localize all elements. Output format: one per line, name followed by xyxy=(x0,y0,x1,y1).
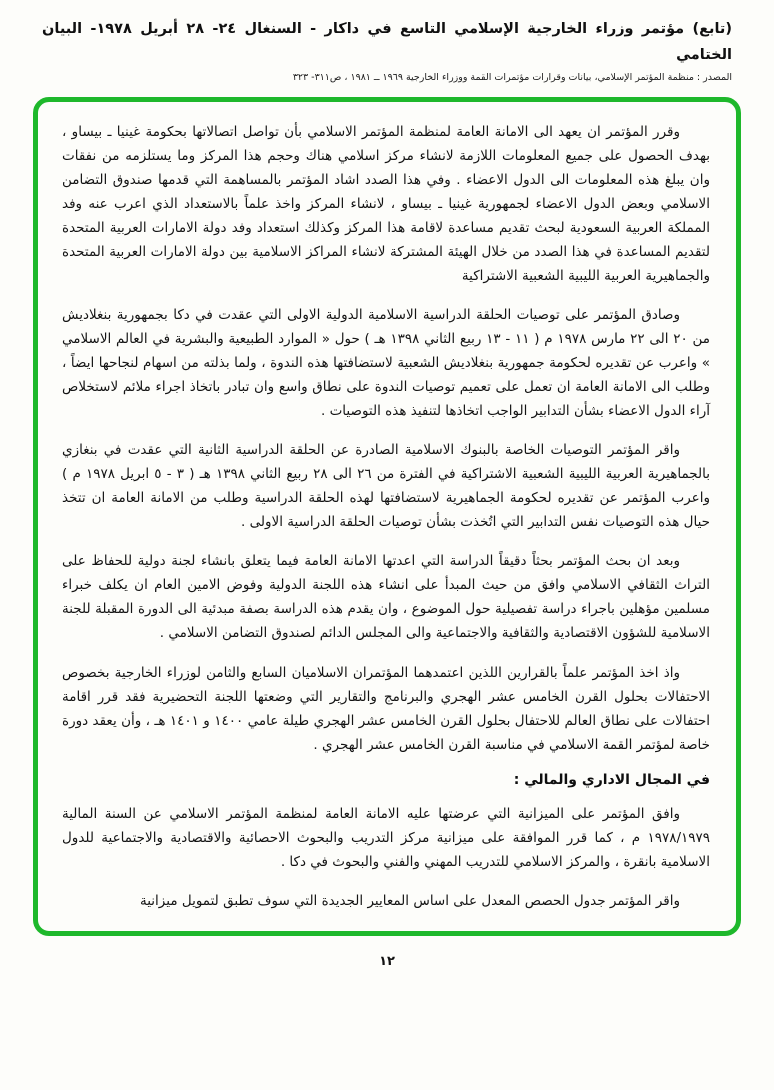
paragraph-cultural-heritage-committee: وبعد ان بحث المؤتمر بحثاً دقيقاً الدراسة التي اعدتها الامانة العامة فيما يتعلق بانشاء لجنة دولية للحفاظ على التراث الثقافي الاسلامي وافق من حيث المبدأ على انشاء هذه اللجنة الدولية وفوض الامين العام ان يكلف خبراء مسلمين مؤهلين باجراء دراسة تفصيلية حول الموضوع ، وان يقدم هذه الدراسة بصفة مبدئية الى الدورة المقبلة للجنة الاسلامية للشؤون الاقتصادية والثقافية والاجتماعية والى المجلس الدائم لصندوق التضامن الاسلامي . xyxy=(62,553,710,642)
paragraph-quota-schedule: واقر المؤتمر جدول الحصص المعدل على اساس المعايير الجديدة التي سوف تطبق لتمويل ميزانية xyxy=(139,892,680,909)
green-highlight-frame xyxy=(33,97,741,935)
page-footer xyxy=(0,936,774,983)
paragraph-islamic-banks-benghazi-seminar: واقر المؤتمر التوصيات الخاصة بالبنوك الاسلامية الصادرة عن الحلقة الدراسية الثانية التي عقدت في بنغازي بالجماهيرية العربية الليبية الشعبية الاشتراكية في الفترة من ٢٦ الى ٢٨ ربيع الثاني ١٣٩٨ هـ ( ٣ - ٥ ابريل ١٩٧٨ م ) واعرب المؤتمر عن تقديره لحكومة الجماهيرية لاستضافتها لهذه الحلقة الدراسية وطلب من الامانة العامة ان تتخذ حيال هذه التوصيات نفس التدابير التي اتُخذت بشأن توصيات الحلقة الدراسية الاولى . xyxy=(62,442,710,531)
document-title: (تابع) مؤتمر وزراء الخارجية الإسلامي التاسع في داكار - السنغال ٢٤- ٢٨ أبريل ١٩٧٨- البيان الختامي xyxy=(42,21,732,64)
paragraph-secretariat-guinea-bissau: وقرر المؤتمر ان يعهد الى الامانة العامة لمنظمة المؤتمر الاسلامي بأن تواصل اتصالاتها بحكومة غينيا ـ بيساو ، بهدف الحصول على جميع المعلومات اللازمة لانشاء مركز اسلامي هناك وحجم هذا المركز وما يستلزمه من نفقات وان يبلغ هذه المعلومات الى الدول الاعضاء . وفي هذا الصدد اشاد المؤتمر بالمساهمة التي قدمها صندوق التضامن الاسلامي وبعض الدول الاعضاء لجمهورية غينيا ـ بيساو ، لانشاء المركز واخذ علماً بالاستعداد الذي اعرب عنه وفد المملكة العربية السعودية لبحث تقديم مساعدة لاقامة هذا المركز وكذلك استعداد وفد دولة الامارات العربية المتحدة لتقديم المساعدة في هذا الصدد من خلال الهيئة المشتركة لانشاء المراكز الاسلامية بين دولة الامارات العربية المتحدة والجماهيرية العربية الليبية الشعبية الاشتراكية xyxy=(62,124,710,285)
source-citation: المصدر : منظمة المؤتمر الإسلامي، بيانات وقرارات مؤتمرات القمة ووزراء الخارجية ١٩٦٩ ــ ١٩٨١ ، ص٣١١- ٣٢٣ xyxy=(292,72,732,84)
paragraph-budget-approval: وافق المؤتمر على الميزانية التي عرضتها عليه الامانة العامة لمنظمة المؤتمر الاسلامي عن السنة المالية ١٩٧٨/١٩٧٩ م ، كما قرر الموافقة على ميزانية مركز التدريب والبحوث الاحصائية والاقتصادية والاجتماعية للدول الاسلامية بانقرة ، والمركز الاسلامي للتدريب المهني والفني والبحوث في دكا . xyxy=(62,805,710,870)
paragraph-dhaka-seminar-recommendations: وصادق المؤتمر على توصيات الحلقة الدراسية الاسلامية الدولية الاولى التي عقدت في دكا بجمهورية بنغلاديش من ٢٠ الى ٢٢ مارس ١٩٧٨ م ( ١١ - ١٣ ربيع الثاني ١٣٩٨ هـ ) حول « الموارد الطبيعية والبشرية في العالم الاسلامي » واعرب عن تقديره لحكومة جمهورية بنغلاديش الشعبية لاستضافتها هذه الندوة ، ولما بذلته من اسهام لنجاحها ايضاً ، وطلب الى الامانة العامة ان تعمل على تعميم توصيات الندوة على نطاق واسع وان تبادر باتخاذ اجراء ملائم لاستخلاص آراء الدول الاعضاء بشأن التدابير الواجب اتخاذها لتنفيذ هذه التوصيات . xyxy=(62,307,710,420)
document-header xyxy=(0,12,774,85)
section-heading-administrative-financial: في المجال الاداري والمالي : xyxy=(513,771,710,788)
page-number: ١٢ xyxy=(379,953,395,969)
paragraph-hijri-century-celebrations: واذ اخذ المؤتمر علماً بالقرارين اللذين اعتمدهما المؤتمران الاسلاميان السابع والثامن لوزراء الخارجية بخصوص الاحتفالات بحلول القرن الخامس عشر الهجري والبرنامج والتقارير التي وضعتها اللجنة التحضيرية فقد قرر اقامة احتفالات على نطاق العالم للاحتفال بحلول القرن الخامس عشر الهجري طيلة عامي ١٤٠٠ و ١٤٠١ هـ ، وأن يعقد دورة خاصة لمؤتمر القمة الاسلامي في مناسبة القرن الخامس عشر الهجري . xyxy=(62,664,710,753)
